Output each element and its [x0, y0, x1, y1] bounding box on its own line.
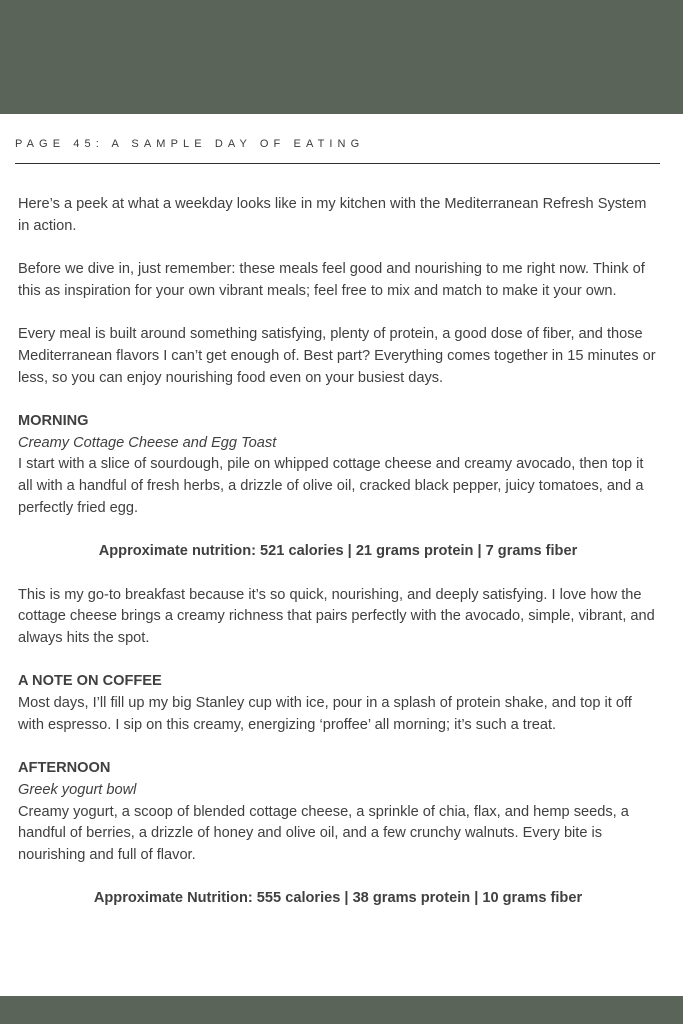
article-body [18, 194, 658, 932]
coffee-text: Most days, I’ll fill up my big Stanley cup with ice, pour in a splash of protein shake, and top it off with espresso. I sip on this creamy, energizing ‘proffee’ all morning; it’s such a treat. [18, 695, 632, 733]
afternoon-description: Creamy yogurt, a scoop of blended cottage cheese, a sprinkle of chia, flax, and hemp seeds, a handful of berries, a drizzle of honey and olive oil, and a few crunchy walnuts. Every bite is nourishing and full of flavor. [18, 803, 629, 863]
afternoon-section [18, 758, 658, 867]
morning-nutrition: Approximate nutrition: 521 calories | 21 grams protein | 7 grams fiber [98, 543, 578, 560]
morning-heading: MORNING [18, 412, 89, 429]
intro-paragraph-2: Before we dive in, just remember: these meals feel good and nourishing to me right now. Think of this as inspiration for your own vibrant meals; feel free to mix and match to make it your own. [18, 261, 645, 299]
footer-band [0, 996, 683, 1024]
page-title: PAGE 45: A SAMPLE DAY OF EATING [15, 138, 365, 150]
afternoon-heading: AFTERNOON [18, 760, 111, 777]
afternoon-dish-name: Greek yogurt bowl [18, 781, 137, 798]
morning-section [18, 411, 658, 520]
header-band [0, 0, 683, 114]
morning-description: I start with a slice of sourdough, pile on whipped cottage cheese and creamy avocado, then top it all with a handful of fresh herbs, a drizzle of olive oil, cracked black pepper, juicy tomatoes, and a perfectly fried egg. [18, 456, 644, 516]
intro-paragraph-3: Every meal is built around something satisfying, plenty of protein, a good dose of fiber, and those Mediterranean flavors I can’t get enough of. Best part? Everything comes together in 15 minutes or less, so you can enjoy nourishing food even on your busiest days. [18, 326, 656, 386]
coffee-heading: A NOTE ON COFFEE [18, 673, 162, 690]
afternoon-nutrition: Approximate Nutrition: 555 calories | 38 grams protein | 10 grams fiber [93, 890, 583, 907]
morning-note: This is my go-to breakfast because it’s so quick, nourishing, and deeply satisfying. I love how the cottage cheese brings a creamy richness that pairs perfectly with the avocado, simple, vibrant, and always hits the spot. [18, 586, 655, 646]
coffee-section [18, 671, 658, 736]
intro-paragraph-1: Here’s a peek at what a weekday looks like in my kitchen with the Mediterranean Refresh System in action. [18, 196, 647, 234]
morning-dish-name: Creamy Cottage Cheese and Egg Toast [18, 434, 277, 451]
divider-line [15, 163, 660, 164]
